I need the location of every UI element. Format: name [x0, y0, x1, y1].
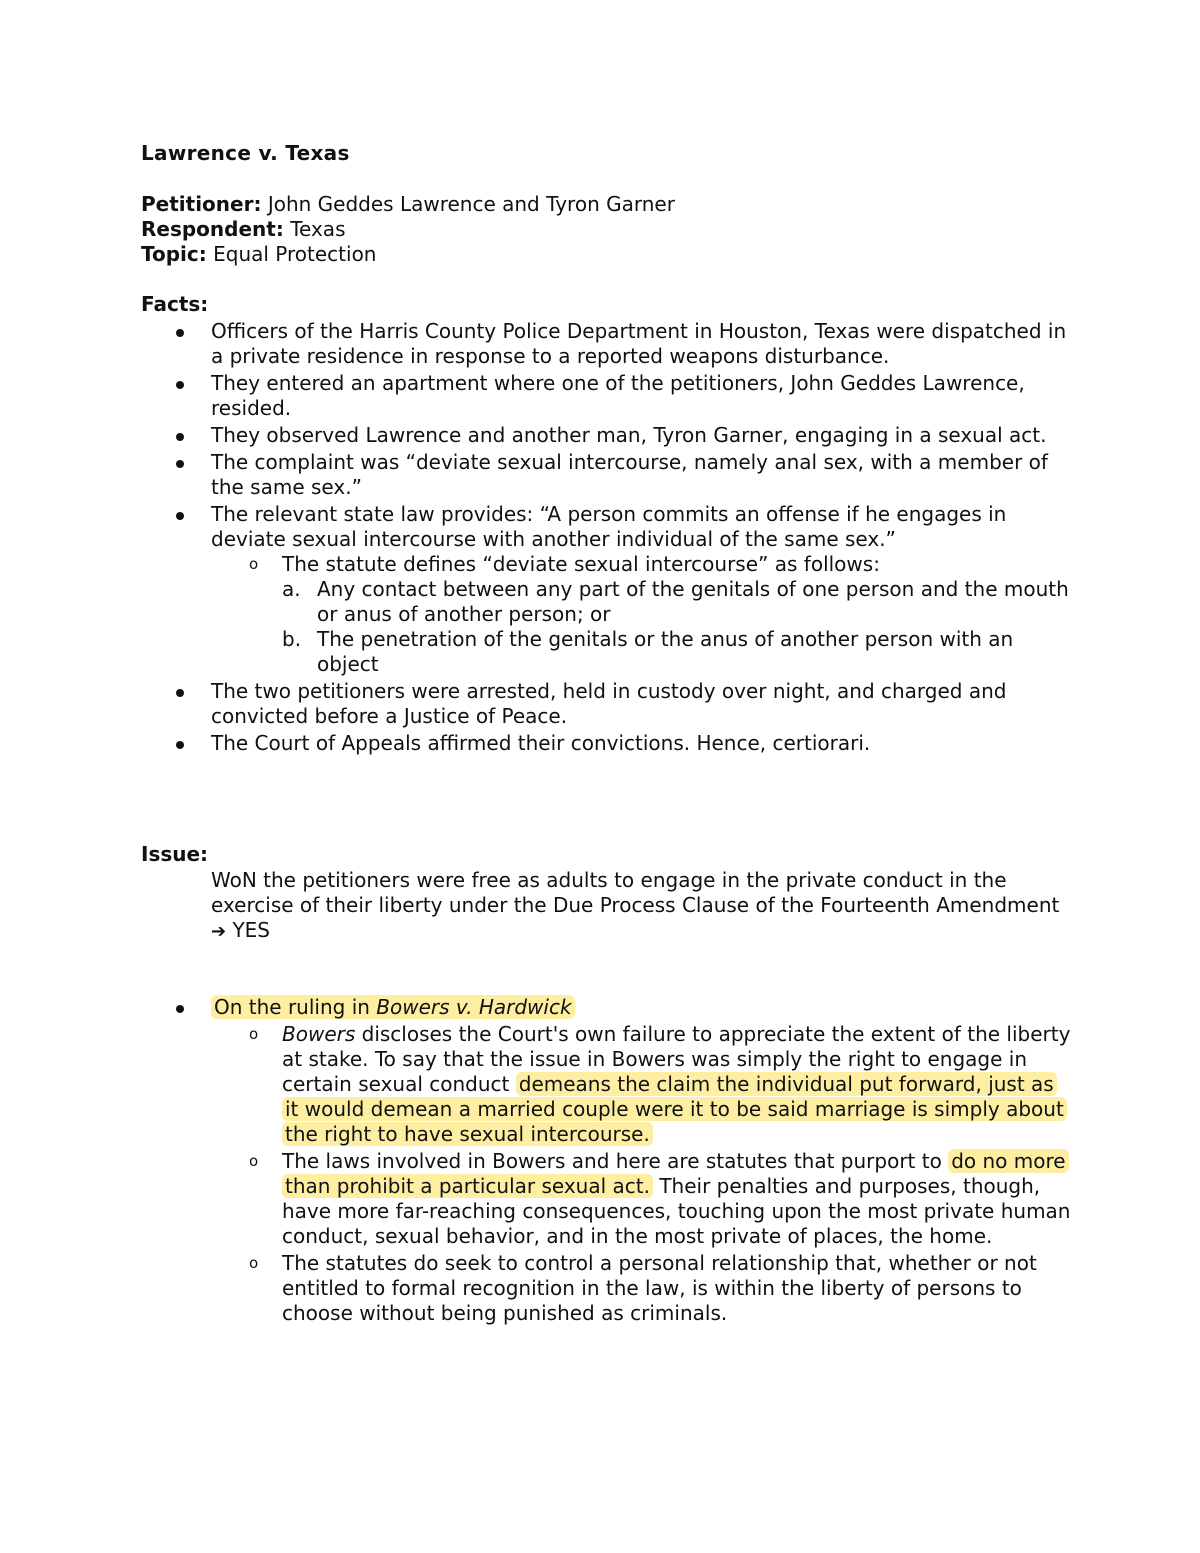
fact-text: They observed Lawrence and another man, Tyron Garner, engaging in a sexual act. — [211, 423, 1047, 447]
arrow-right-icon: ➔ — [211, 921, 227, 942]
definition-text: The penetration of the genitals or the anus of another person with an object — [317, 627, 1014, 676]
list-item — [141, 371, 1071, 421]
list-item — [141, 679, 1071, 729]
facts-list — [141, 319, 1071, 758]
definition-text: Any contact between any part of the genitals of one person and the mouth or anus of another person; or — [317, 577, 1069, 626]
petitioner-value: John Geddes Lawrence and Tyron Garner — [261, 192, 675, 216]
definition-label: a. — [282, 577, 301, 601]
fact-text: The two petitioners were arrested, held in custody over night, and charged and convicted before a Justice of Peace. — [211, 679, 1007, 728]
sub-list-item — [211, 1149, 1071, 1249]
ruling-point-text: The laws involved in Bowers and here are statutes that purport to — [282, 1149, 942, 1173]
issue-text: WoN the petitioners were free as adults to engage in the private conduct in the exercise of their liberty under the Due Process Clause of the Fourteenth Amendment — [211, 868, 1060, 917]
case-title: Lawrence v. Texas — [141, 141, 350, 165]
topic-label: Topic: — [141, 242, 207, 266]
bullet-icon — [176, 689, 184, 697]
bullet-icon — [176, 1005, 184, 1013]
petitioner-line — [141, 192, 675, 217]
sub-bullet-icon: o — [249, 1152, 259, 1170]
petitioner-label: Petitioner: — [141, 192, 262, 216]
sub-bullet-icon: o — [249, 1025, 259, 1043]
definition-item — [211, 627, 1071, 677]
list-item — [141, 502, 1071, 677]
issue-answer — [211, 918, 1061, 944]
bullet-icon — [176, 512, 184, 520]
respondent-value: Texas — [283, 217, 346, 241]
bullet-icon — [176, 381, 184, 389]
fact-text: The Court of Appeals affirmed their convictions. Hence, certiorari. — [211, 731, 871, 755]
ruling-point-tail: Their penalties and purposes, though, have more far-reaching consequences, touching upon the most private human conduct, sexual behavior, and in the most private of places, the home. — [282, 1174, 1071, 1248]
fact-text: They entered an apartment where one of the petitioners, John Geddes Lawrence, resided. — [211, 371, 1025, 420]
definition-label: b. — [282, 627, 302, 651]
bullet-icon — [176, 329, 184, 337]
sub-bullet-icon: o — [249, 555, 259, 573]
respondent-line — [141, 217, 675, 242]
ruling-point-highlight: demeans the claim the individual put forward, just as it would demean a married couple were it to be said marriage is simply about the right to have sexual intercourse. — [282, 1072, 1067, 1146]
topic-value: Equal Protection — [206, 242, 377, 266]
respondent-label: Respondent: — [141, 217, 284, 241]
sub-item-text: The statute defines “deviate sexual intercourse” as follows: — [282, 552, 880, 576]
sub-list-item — [211, 1022, 1071, 1147]
facts-heading: Facts: — [141, 292, 209, 316]
definition-item — [211, 577, 1071, 627]
sub-list-item — [211, 1251, 1071, 1326]
fact-text: Officers of the Harris County Police Department in Houston, Texas were dispatched in a private residence in response to a reported weapons disturbance. — [211, 319, 1067, 368]
sub-list-item — [211, 552, 1071, 577]
list-item — [141, 450, 1071, 500]
bullet-icon — [176, 741, 184, 749]
topic-line — [141, 242, 675, 267]
ruling-point-highlight: do no more than prohibit a particular sexual act. — [282, 1149, 1069, 1198]
ruling-heading-prefix: On the ruling in — [214, 995, 377, 1019]
bullet-icon — [176, 460, 184, 468]
issue-heading: Issue: — [141, 842, 209, 866]
ruling-point-text: discloses the Court's own failure to appreciate the extent of the liberty at stake. To say that the issue in Bowers was simply the right to engage in certain sexual conduct — [282, 1022, 1071, 1096]
fact-text: The complaint was “deviate sexual intercourse, namely anal sex, with a member of the same sex.” — [211, 450, 1048, 499]
case-meta — [141, 192, 675, 267]
ruling-point-lead: Bowers — [282, 1022, 356, 1046]
list-item — [141, 423, 1071, 448]
list-item — [141, 995, 1071, 1326]
bullet-icon — [176, 433, 184, 441]
ruling-heading — [211, 995, 575, 1019]
ruling-point-text: The statutes do seek to control a personal relationship that, whether or not entitled to formal recognition in the law, is within the liberty of persons to choose without being punished as criminals. — [282, 1251, 1037, 1325]
fact-text: The relevant state law provides: “A person commits an offense if he engages in deviate sexual intercourse with another individual of the same sex.” — [211, 502, 1007, 551]
ruling-heading-case: Bowers v. Hardwick — [376, 995, 572, 1019]
list-item — [141, 319, 1071, 369]
issue-body — [211, 868, 1061, 944]
list-item — [141, 731, 1071, 756]
sub-bullet-icon: o — [249, 1254, 259, 1272]
ruling-list — [141, 995, 1071, 1328]
issue-answer-text: YES — [226, 918, 270, 942]
